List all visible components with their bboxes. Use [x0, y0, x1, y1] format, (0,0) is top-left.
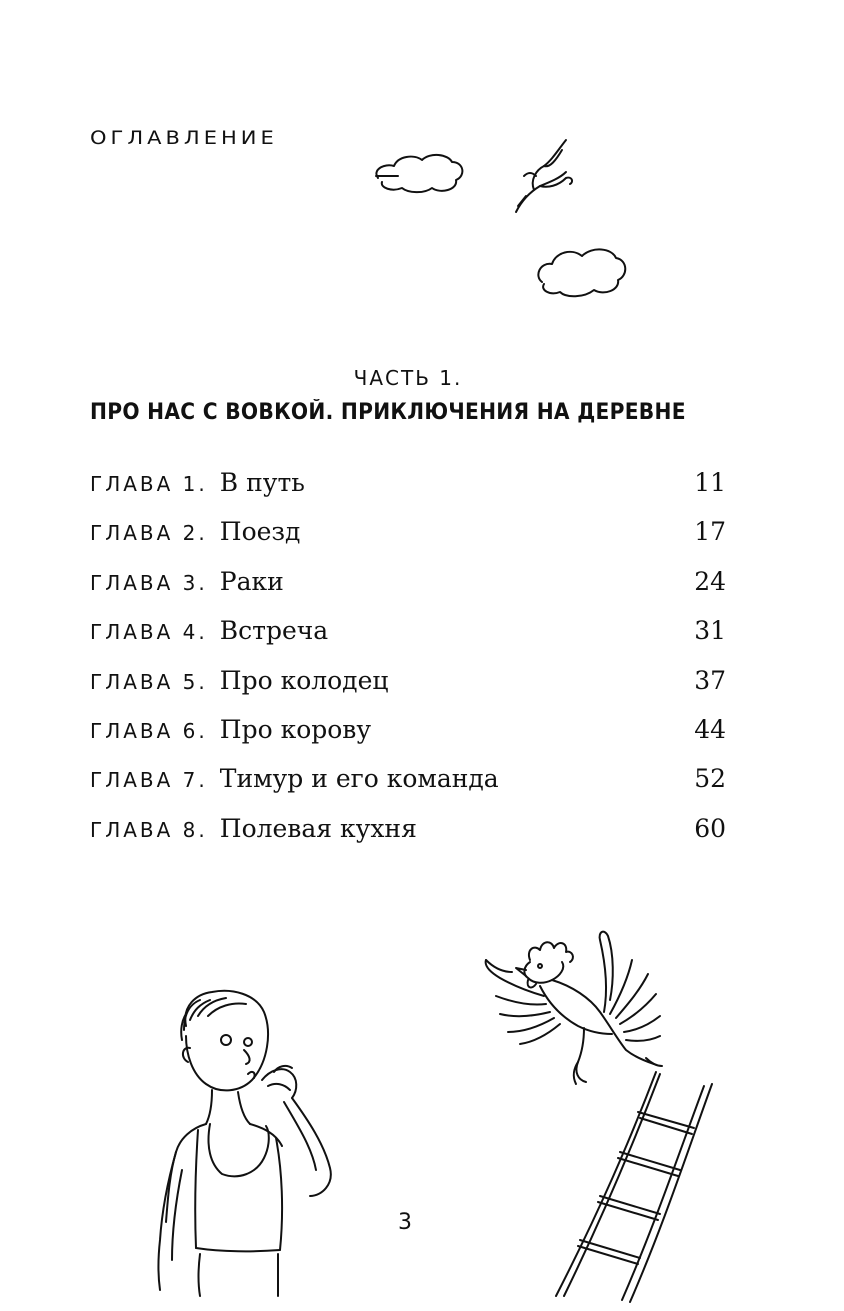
- chapter-label: ГЛАВА 4.: [90, 620, 208, 645]
- chapter-page: 17: [694, 517, 726, 547]
- chapter-page: 31: [694, 616, 726, 646]
- chapter-page: 24: [694, 566, 726, 596]
- chapter-label: ГЛАВА 8.: [90, 817, 208, 842]
- chapter-page: 60: [694, 813, 726, 843]
- chapter-label: ГЛАВА 3.: [90, 570, 208, 595]
- chapter-label: ГЛАВА 7.: [90, 768, 208, 793]
- chapter-label: ГЛАВА 2.: [90, 521, 208, 546]
- chapter-title: Встреча: [219, 616, 329, 646]
- chapter-page: 37: [694, 665, 726, 695]
- chapter-label: ГЛАВА 1.: [90, 472, 208, 496]
- chapter-label: ГЛАВА 5.: [90, 669, 208, 694]
- chapter-title: Поезд: [219, 517, 301, 547]
- ladder-illustration: [556, 1072, 712, 1302]
- toc-heading: ОГЛАВЛЕНИЕ: [90, 127, 278, 149]
- part-label: ЧАСТЬ 1.: [353, 366, 463, 390]
- boy-illustration: [159, 991, 331, 1296]
- chapter-title: В путь: [219, 468, 305, 497]
- chapter-title: Полевая кухня: [219, 813, 417, 843]
- chapter-title: Тимур и его команда: [219, 764, 499, 794]
- chapter-page: 11: [694, 468, 726, 497]
- chapter-page: 52: [694, 764, 726, 794]
- chapter-title: Про корову: [219, 714, 372, 744]
- chapter-page: 44: [694, 714, 726, 744]
- rooster-illustration: [486, 932, 662, 1084]
- page-number: 3: [398, 1210, 412, 1235]
- chapter-title: Про колодец: [219, 665, 389, 695]
- chapter-title: Раки: [219, 566, 284, 596]
- chapter-label: ГЛАВА 6.: [90, 718, 208, 743]
- part-title: ПРО НАС С ВОВКОЙ. ПРИКЛЮЧЕНИЯ НА ДЕРЕВНЕ: [90, 400, 686, 425]
